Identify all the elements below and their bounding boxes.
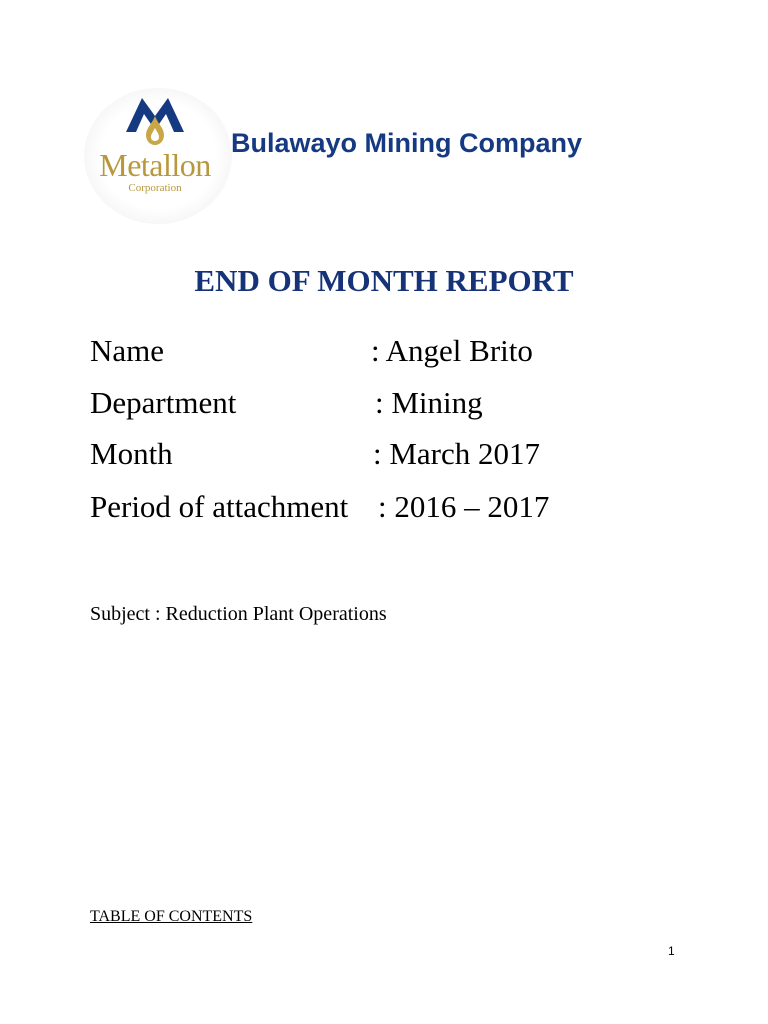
field-value-month: : March 2017	[373, 436, 541, 471]
company-logo	[84, 88, 232, 224]
subject-line: Subject : Reduction Plant Operations	[90, 603, 387, 625]
field-value-department: : Mining	[375, 385, 483, 420]
field-label-month: Month	[90, 436, 173, 471]
field-label-name: Name	[90, 333, 165, 368]
field-value-name: : Angel Brito	[371, 333, 533, 368]
field-label-department: Department	[90, 385, 237, 420]
company-name: Bulawayo Mining Company	[231, 128, 583, 158]
report-title: END OF MONTH REPORT	[194, 263, 574, 298]
logo-wordmark: Metallon	[99, 147, 211, 183]
metallon-mark-icon	[122, 90, 188, 146]
logo-subtitle: Corporation	[128, 182, 182, 194]
table-of-contents-heading: TABLE OF CONTENTS	[90, 908, 253, 925]
page-number: 1	[668, 944, 675, 958]
field-value-period: : 2016 – 2017	[378, 489, 550, 524]
field-label-period: Period of attachment	[90, 489, 349, 524]
